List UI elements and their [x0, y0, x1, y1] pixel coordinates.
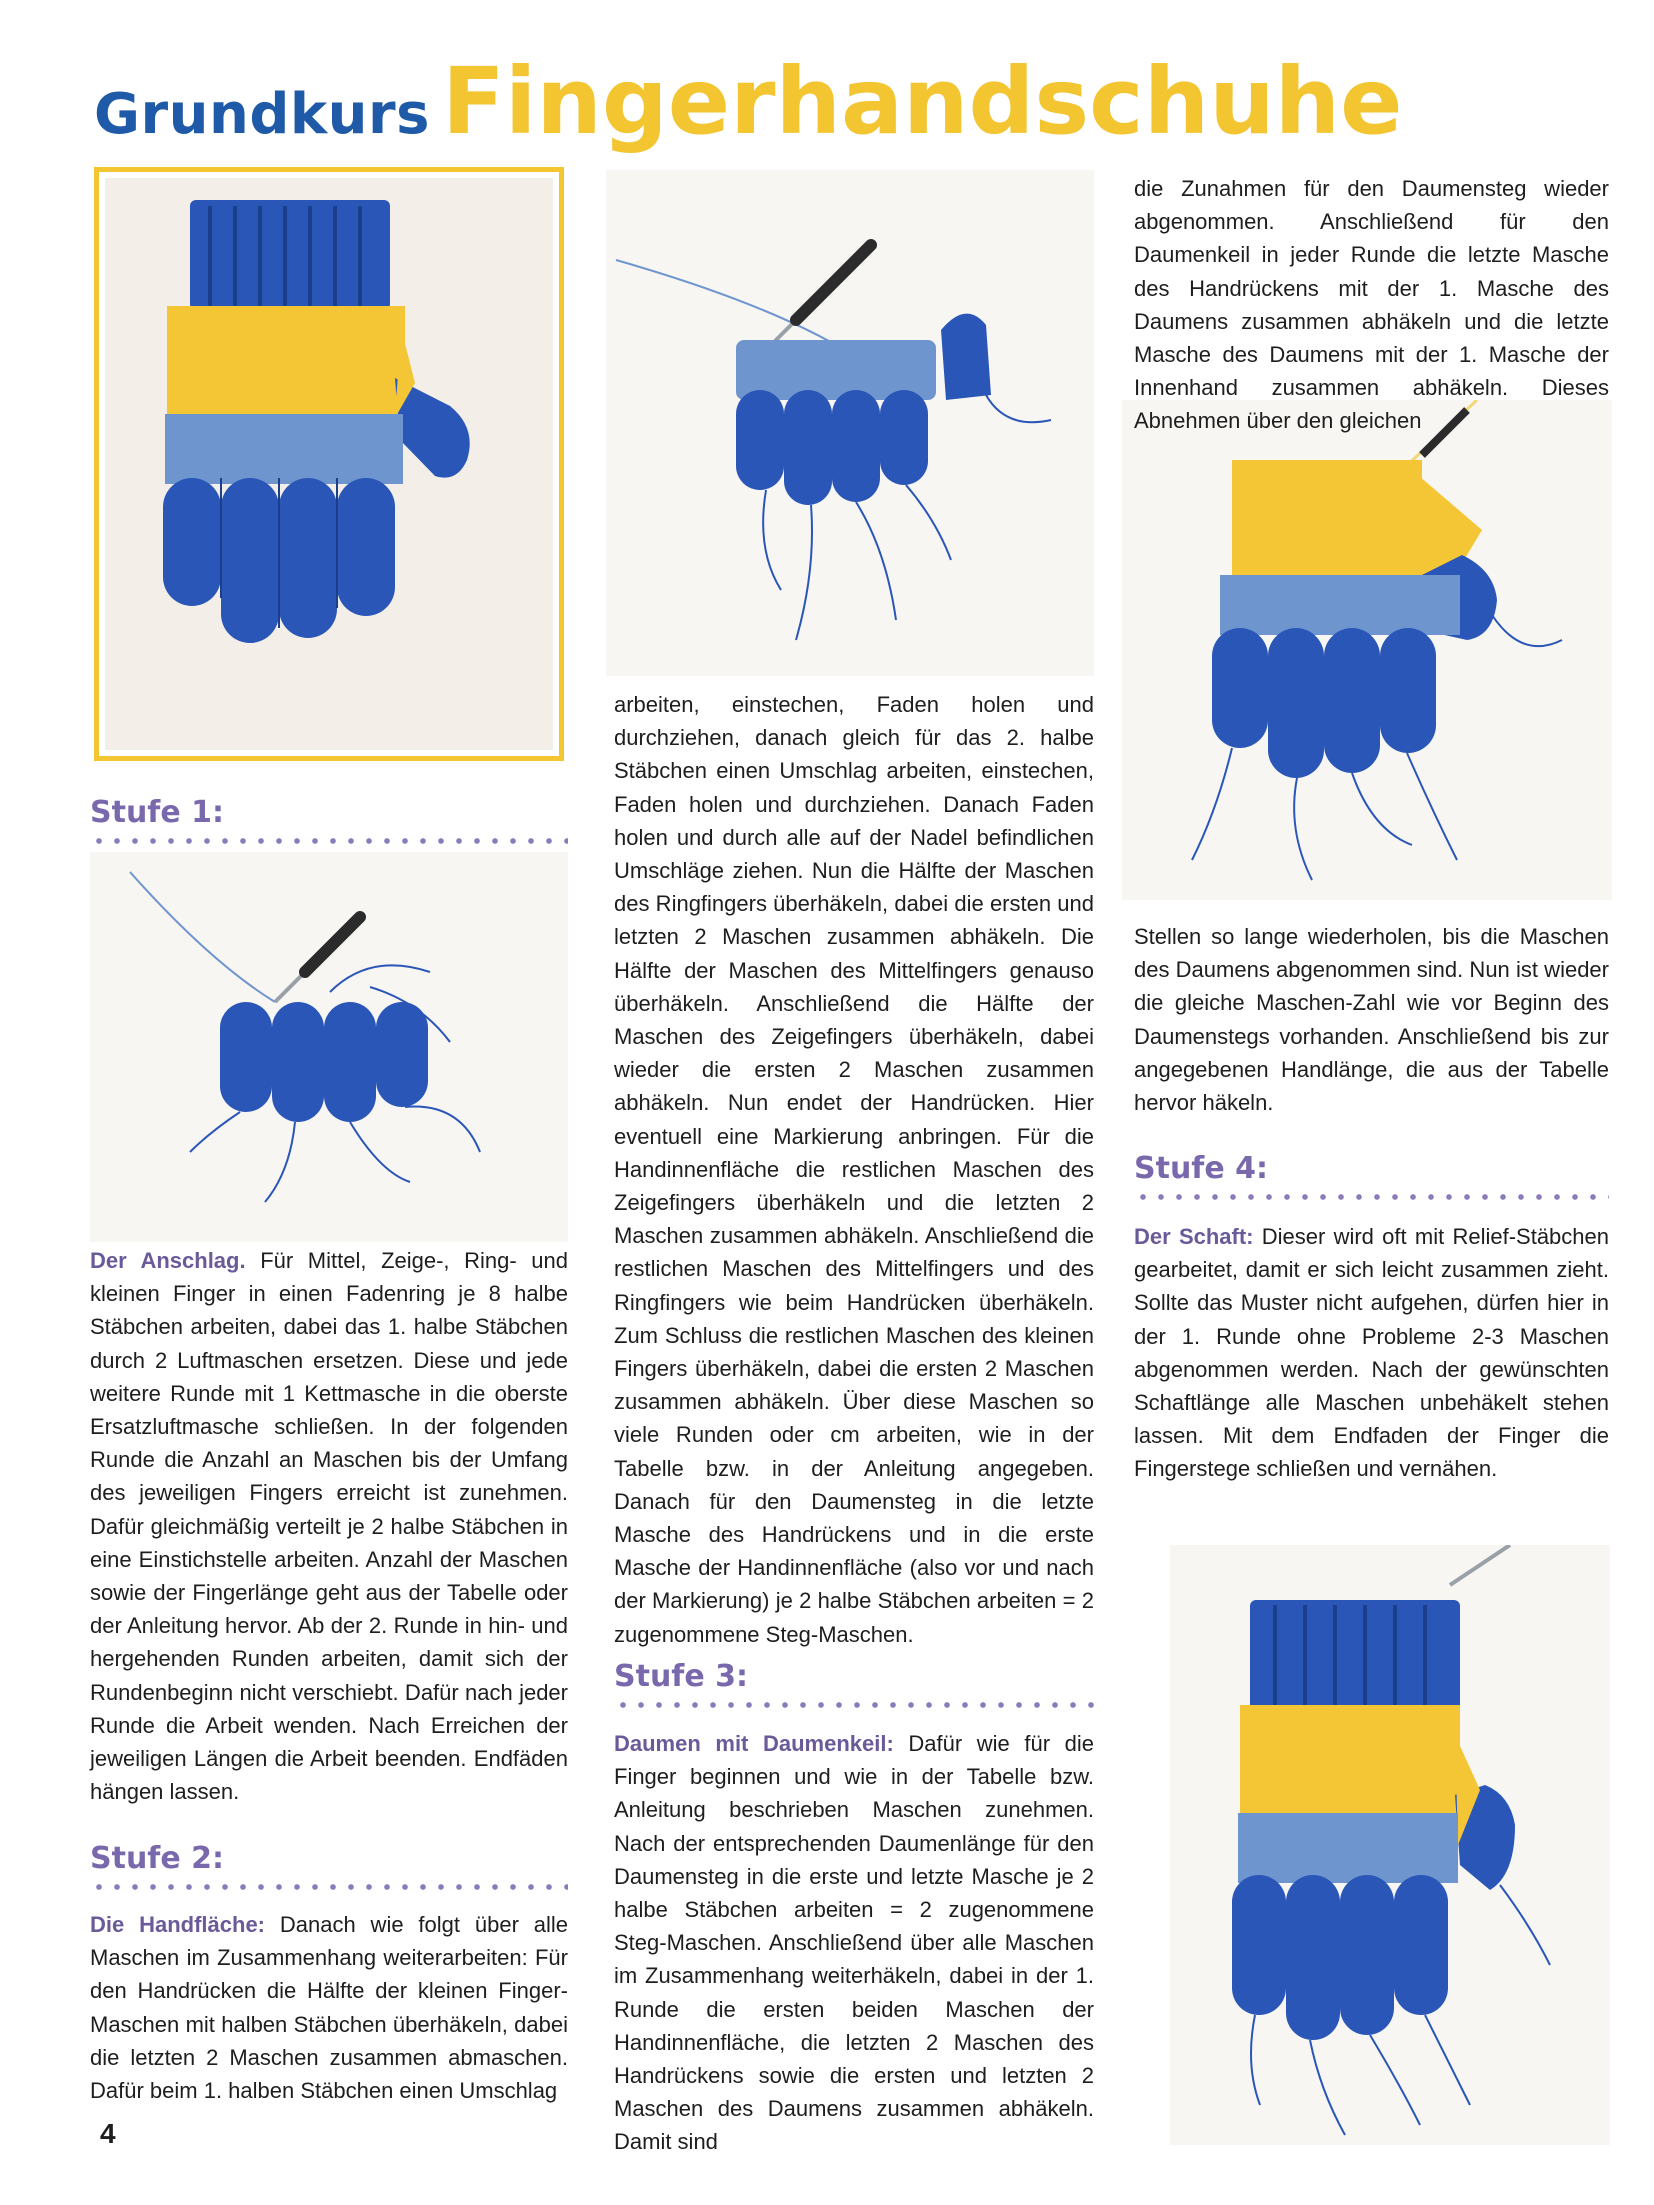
anschlag-lead: Der Anschlag. [90, 1248, 246, 1273]
anschlag-paragraph [90, 1244, 568, 1808]
handflaeche-text: Danach wie folgt über alle Maschen im Zusammenhang weiterarbeiten: Für den Handrücken die Hälfte der kleinen Finger-Maschen mit halben Stäbchen überhäkeln, dabei die letzten 2 Maschen zusammen abmaschen. Dafür beim 1. halben Stäbchen einen Umschlag [90, 1912, 569, 2104]
title-grundkurs: Grundkurs [94, 82, 430, 147]
dotted-rule [90, 1883, 568, 1891]
stufe-3-label: Stufe 3: [614, 1659, 749, 1694]
handflaeche-lead: Die Handfläche: [90, 1912, 266, 1937]
daumensteg-text: Stellen so lange wiederholen, bis die Maschen des Daumens abgenommen sind. Nun ist wieder die gleiche Maschen-Zahl wie vor Beginn des Daumenstegs vorhanden. Anschließend bis zur angegebenen Handlänge, die aus der Tabelle hervor häkeln. [1134, 924, 1609, 1116]
dotted-rule [614, 1701, 1094, 1709]
palm-joined-photo [606, 170, 1094, 676]
four-finger-tubes-photo [90, 852, 568, 1242]
stufe-1-heading [90, 795, 568, 845]
dotted-rule [90, 837, 568, 845]
stufe-1-label: Stufe 1: [90, 795, 225, 830]
schaft-text: Dieser wird oft mit Relief-Stäbchen gearbeitet, damit er sich leicht zusammen zieht. Sollte das Muster nicht aufgehen, dürfen hier in der 1. Runde ohne Probleme 2-3 Maschen abgenommen werden. Nach der gewünschten Schaftlänge alle Maschen unbehäkelt stehen lassen. Mit dem Endfaden der Finger die Fingerstege schließen und vernähen. [1134, 1224, 1609, 1482]
stufe-4-label: Stufe 4: [1134, 1151, 1269, 1186]
stufe-3-heading [614, 1659, 1094, 1709]
page-number: 4 [100, 2118, 116, 2149]
finished-glove-photo [105, 178, 551, 748]
daumensteg-paragraph [1134, 920, 1609, 1119]
stufe-2-label: Stufe 2: [90, 1841, 225, 1876]
daumen-paragraph [614, 1727, 1094, 2159]
anschlag-text: Für Mittel, Zeige-, Ring- und kleinen Finger in einen Fadenring je 8 halbe Stäbchen arbeiten, dabei das 1. halbe Stäbchen durch 2 Luftmaschen ersetzen. Diese und jede weitere Runde mit 1 Kettmasche in die oberste Ersatzluftmasche schließen. In der folgenden Runde die Anzahl an Maschen bis der Umfang des jeweiligen Fingers erreicht ist zunehmen. Dafür gleichmäßig verteilt je 2 halbe Stäbchen in eine Einstichstelle arbeiten. Anzahl der Maschen sowie der Fingerlänge geht aus der Tabelle oder der Anleitung hervor. Ab der 2. Runde in hin- und hergehenden Runden arbeiten, damit sich der Rundenbeginn nicht verschiebt. Dafür nach jeder Runde die Arbeit wenden. Nach Erreichen der jeweiligen Längen die Arbeit beenden. Endfäden hängen lassen. [90, 1248, 569, 1805]
schaft-lead: Der Schaft: [1134, 1224, 1254, 1249]
title-fingerhandschuhe: Fingerhandschuhe [441, 48, 1403, 155]
stufe-4-heading [1134, 1151, 1609, 1201]
finished-with-cuff-photo [1170, 1545, 1610, 2145]
schaft-paragraph [1134, 1220, 1609, 1486]
daumen-lead: Daumen mit Daumenkeil: [614, 1731, 894, 1756]
daumenkeil-paragraph [1134, 172, 1609, 438]
palm-continued-text: arbeiten, einstechen, Faden holen und durchziehen, danach gleich für das 2. halbe Stäbchen einen Umschlag arbeiten, einstechen, Faden holen und durchziehen. Danach Faden holen und durch alle auf der Nadel befindlichen Umschläge ziehen. Nun die Hälfte der Maschen des Ringfingers überhäkeln, dabei die ersten und letzten 2 Maschen zusammen abhäkeln. Die Hälfte der Maschen des Mittelfingers genauso überhäkeln. Anschließend die Hälfte der Maschen des Zeigefingers überhäkeln, dabei wieder die ersten 2 Maschen zusammen abhäkeln. Nun endet der Handrücken. Hier eventuell eine Markierung anbringen. Für die Handinnenfläche die restlichen Maschen des Zeigefingers überhäkeln und die letzten 2 Maschen zusammen abhäkeln. Anschließend die restlichen Maschen des Mittelfingers und des Ringfingers wie beim Handrücken überhäkeln. Zum Schluss die restlichen Maschen des kleinen Fingers überhäkeln, dabei die ersten 2 Maschen zusammen abhäkeln. Über diese Maschen so viele Runden oder cm arbeiten, wie in der Tabelle bzw. in der Anleitung angegeben. Danach für den Daumensteg in die letzte Masche des Handrückens und in die erste Masche der Handinnenfläche (also vor und nach der Markierung) je 2 halbe Stäbchen arbeiten = 2 zugenommene Steg-Maschen. [614, 692, 1094, 1647]
daumenkeil-text: die Zunahmen für den Daumensteg wieder abgenommen. Anschließend für den Daumenkeil in jeder Runde die letzte Masche des Handrückens mit der 1. Masche des Daumens zusammen abhäkeln und die letzte Masche des Daumens mit der 1. Masche der Innenhand zusammen abhäkeln. Dieses Abnehmen über den gleichen [1134, 176, 1609, 434]
page-title [94, 48, 1403, 155]
palm-continued-paragraph [614, 688, 1094, 1651]
daumen-text: Dafür wie für die Finger beginnen und wie in der Tabelle bzw. Anleitung beschrieben Maschen zunehmen. Nach der entsprechenden Daumenlänge für den Daumensteg in die erste und letzte Masche je 2 halbe Stäbchen arbeiten = 2 zugenommene Steg-Maschen. Anschließend über alle Maschen im Zusammenhang weiterhäkeln, dabei in der 1. Runde die ersten beiden Maschen der Handinnenfläche, die letzten 2 Maschen des Handrückens sowie die ersten und letzten 2 Maschen des Daumens zusammen abhäkeln. Damit sind [614, 1731, 1094, 2155]
main-photo-frame [94, 167, 564, 761]
handflaeche-paragraph [90, 1908, 568, 2107]
stufe-2-heading [90, 1841, 568, 1891]
thumb-wedge-photo [1122, 400, 1612, 900]
dotted-rule [1134, 1193, 1609, 1201]
